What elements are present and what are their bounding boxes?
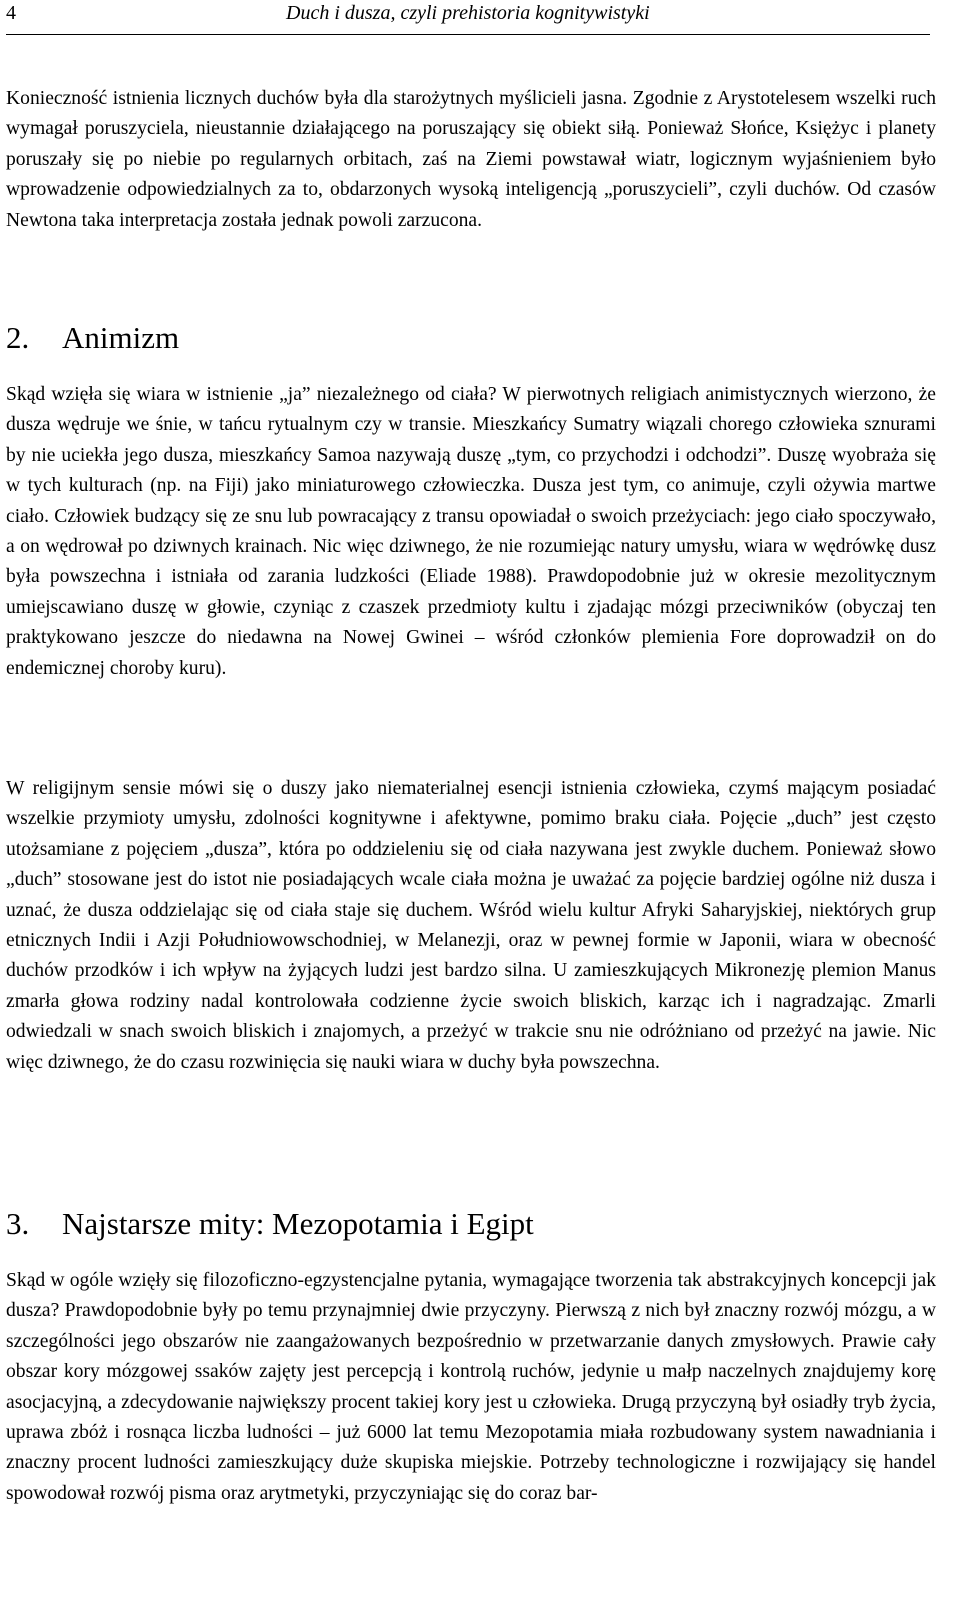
paragraph-religious-soul: W religijnym sensie mówi się o duszy jako niematerialnej esencji istnienia człowieka, czymś mającym posiadać wszelkie przymioty umysłu, zdolności kognitywne i afektywne, pomimo braku ciała. Pojęcie „duch” jest często utożsamiane z pojęciem „dusza”, która po oddzieleniu się od ciała nazywana jest zwykle duchem. Ponieważ słowo „duch” stosowane jest do istot nie posiadających wcale ciała można je uważać za pojęcie bardziej ogólne niż dusza i uznać, że dusza oddzielając się od ciała staje się duchem. Wśród wielu kultur Afryki Saharyjskiej, niektórych grup etnicznych Indii i Azji Południowowschodniej, w Melanezji, oraz w pewnej formie w Japonii, wiara w obecność duchów przodków i ich wpływ na żyjących ludzi jest bardzo silna. U zamieszkujących Mikronezję plemion Manus zmarła głowa rodziny nadal kontrolowała codzienne życie swoich bliskich, karząc ich i nagradzając. Zmarli odwiedzali w snach swoich bliskich i znajomych, a przeżyć w trakcie snu nie odróżniano od przeżyć na jawie. Nic więc dziwnego, że do czasu rozwinięcia się nauki wiara w duchy była powszechna. — [6, 778, 936, 1073]
paragraph-spirits-necessity: Konieczność istnienia licznych duchów była dla starożytnych myślicieli jasna. Zgodnie z Arystotelesem wszelki ruch wymagał poruszyciela, nieustannie działającego na poruszający się obiekt siłą. Ponieważ Słońce, Księżyc i planety poruszały się po niebie po regularnych orbitach, zaś na Ziemi powstawał wiatr, logicznym wyjaśnieniem było wprowadzenie odpowiedzialnych za to, obdarzonych wysoką inteligencją „poruszycieli”, czyli duchów. Od czasów Newtona taka interpretacja została jednak powoli zarzucona. — [6, 88, 936, 231]
page-header — [6, 0, 930, 35]
section-title: Animizm — [62, 320, 180, 355]
running-title: Duch i dusza, czyli prehistoria kognitywistyki — [286, 2, 650, 24]
paragraph-origins-of-questions: Skąd w ogóle wzięły się filozoficzno-egzystencjalne pytania, wymagające tworzenia tak abstrakcyjnych koncepcji jak dusza? Prawdopodobnie były po temu przynajmniej dwie przyczyny. Pierwszą z nich był znaczny rozwój mózgu, a w szczególności jego obszarów nie zaangażowanych bezpośrednio w przetwarzanie danych zmysłowych. Prawie cały obszar kory mózgowej ssaków zajęty jest percepcją i kontrolą ruchów, jedynie u małp naczelnych znajdujemy korę asocjacyjną, a zdecydowanie największy procent takiej kory jest u człowieka. Drugą przyczyną był osiadły tryb życia, uprawa zbóż i rosnąca liczba ludności – już 6000 lat temu Mezopotamia miała rozbudowany system nawadniania i znaczny procent ludności zamieszkujący duże skupiska miejskie. Potrzeby technologiczne i rozwijający się handel spowodował rozwój pisma oraz arytmetyki, przyczyniając się do coraz bar- — [6, 1270, 936, 1504]
section-title: Najstarsze mity: Mezopotamia i Egipt — [62, 1206, 534, 1241]
page-number: 4 — [6, 2, 16, 24]
section-number: 3. — [6, 1206, 30, 1241]
paragraph-animism: Skąd wzięła się wiara w istnienie „ja” niezależnego od ciała? W pierwotnych religiach animistycznych wierzono, że dusza wędruje we śnie, w tańcu rytualnym czy w transie. Mieszkańcy Sumatry wiązali chorego człowieka sznurami by nie uciekła jego dusza, mieszkańcy Samoa nazywają duszę „tym, co przychodzi i odchodzi”. Duszę wyobraża się w tych kulturach (np. na Fiji) jako miniaturowego człowieczka. Dusza jest tym, co animuje, czyli ożywia martwe ciało. Człowiek budzący się ze snu lub powracający z transu opowiadał o swoich przeżyciach: jego ciało spoczywało, a on wędrował po dziwnych krainach. Nic więc dziwnego, że nie rozumiejąc natury umysłu, wiara w wędrówkę dusz była powszechna i istniała od zarania ludzkości (Eliade 1988). Prawdopodobnie już w okresie mezolitycznym umiejscawiano duszę w głowie, czyniąc z czaszek przedmioty kultu i zjadając mózgi przeciwników (obyczaj ten praktykowano jeszcze do niedawna na Nowej Gwinei – wśród członków plemienia Fore doprowadził on do endemicznej choroby kuru). — [6, 384, 936, 679]
section-heading-animism — [6, 318, 179, 358]
section-heading-oldest-myths — [6, 1204, 534, 1244]
section-number: 2. — [6, 320, 30, 355]
